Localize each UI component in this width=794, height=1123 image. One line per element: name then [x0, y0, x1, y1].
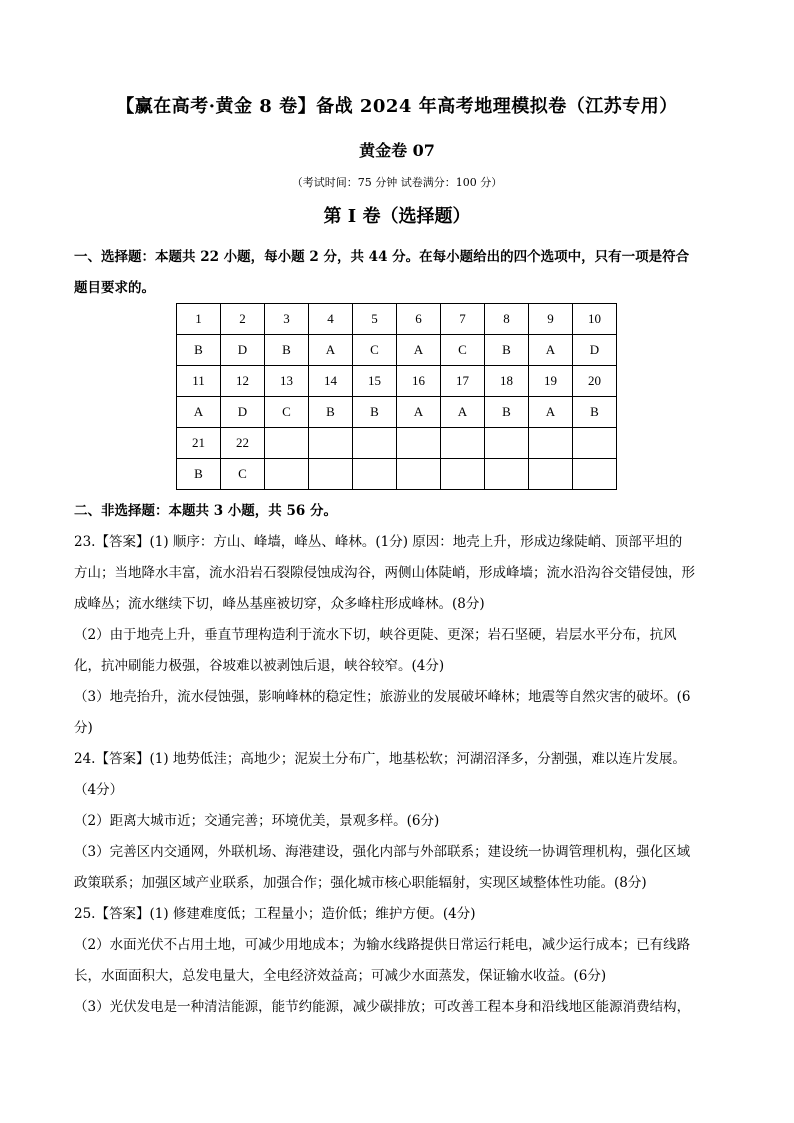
- answer-block-q24: [74, 744, 722, 899]
- section1-heading: [74, 242, 722, 304]
- q24-line3: （2）距离大城市近；交通完善；环境优美，景观多样。(6分): [74, 813, 440, 829]
- table-cell: 4: [309, 304, 353, 335]
- table-cell: 8: [485, 304, 529, 335]
- section1-line1: 一、选择题：本题共 22 小题，每小题 2 分，共 44 分。在每小题给出的四个选项中，只有一项是符合: [74, 249, 690, 265]
- table-cell: A: [397, 335, 441, 366]
- table-cell: C: [353, 335, 397, 366]
- table-cell: [441, 428, 485, 459]
- table-cell: B: [573, 397, 617, 428]
- table-cell: 3: [265, 304, 309, 335]
- answer-table: [176, 303, 617, 490]
- q23-line5: 化，抗冲刷能力极强，谷坡难以被剥蚀后退，峡谷较窄。(4分): [74, 658, 445, 674]
- table-cell: 17: [441, 366, 485, 397]
- table-cell: D: [573, 335, 617, 366]
- q23-line6: （3）地壳抬升，流水侵蚀强，影响峰林的稳定性；旅游业的发展破坏峰林；地震等自然灾害的破坏。(6: [74, 689, 691, 705]
- table-cell: 20: [573, 366, 617, 397]
- table-cell: C: [441, 335, 485, 366]
- q23-line4: （2）由于地壳上升，垂直节理构造利于流水下切，峡谷更陡、更深；岩石坚硬，岩层水平分布，抗风: [74, 627, 677, 643]
- table-row: [177, 459, 617, 490]
- q24-line4: （3）完善区内交通网，外联机场、海港建设，强化内部与外部联系；建设统一协调管理机构，强化区域: [74, 844, 691, 860]
- table-cell: 12: [221, 366, 265, 397]
- table-cell: [265, 459, 309, 490]
- table-cell: [265, 428, 309, 459]
- table-cell: B: [265, 335, 309, 366]
- table-cell: D: [221, 397, 265, 428]
- q23-line2: 方山；当地降水丰富，流水沿岩石裂隙侵蚀成沟谷，两侧山体陡峭，形成峰墙；流水沿沟谷交错侵蚀，形: [74, 565, 695, 581]
- table-cell: B: [309, 397, 353, 428]
- q25-line4: （3）光伏发电是一种清洁能源，能节约能源，减少碳排放；可改善工程本身和沿线地区能源消费结构，: [74, 999, 691, 1015]
- table-cell: B: [485, 397, 529, 428]
- section2-heading: 二、非选择题：本题共 3 小题，共 56 分。: [74, 503, 337, 519]
- table-cell: 13: [265, 366, 309, 397]
- table-cell: C: [265, 397, 309, 428]
- table-cell: A: [397, 397, 441, 428]
- table-cell: 22: [221, 428, 265, 459]
- table-cell: B: [177, 335, 221, 366]
- q23-line7: 分): [74, 720, 93, 736]
- table-cell: [441, 459, 485, 490]
- document-subtitle: 黄金卷 07: [359, 141, 435, 160]
- table-cell: A: [309, 335, 353, 366]
- table-cell: C: [221, 459, 265, 490]
- table-cell: [309, 428, 353, 459]
- q25-line2: （2）水面光伏不占用土地，可减少用地成本；为输水线路提供日常运行耗电，减少运行成本；已有线路: [74, 937, 691, 953]
- table-cell: [573, 459, 617, 490]
- answer-block-q25: [74, 899, 722, 1023]
- table-cell: [397, 459, 441, 490]
- table-cell: B: [177, 459, 221, 490]
- table-cell: A: [177, 397, 221, 428]
- table-cell: 14: [309, 366, 353, 397]
- table-cell: D: [221, 335, 265, 366]
- document-title: 【赢在高考·黄金 8 卷】备战 2024 年高考地理模拟卷（江苏专用）: [116, 96, 678, 117]
- table-cell: 15: [353, 366, 397, 397]
- table-cell: A: [529, 397, 573, 428]
- table-row: [177, 397, 617, 428]
- table-cell: [485, 428, 529, 459]
- q25-line1: 25.【答案】(1) 修建难度低；工程量小；造价低；维护方便。(4分): [74, 906, 476, 922]
- table-cell: [309, 459, 353, 490]
- table-cell: [529, 459, 573, 490]
- table-row: [177, 366, 617, 397]
- table-cell: 6: [397, 304, 441, 335]
- q24-line1: 24.【答案】(1) 地势低洼；高地少；泥炭土分布广，地基松软；河湖沼泽多，分割强，难以连片发展。: [74, 751, 686, 767]
- table-row: [177, 304, 617, 335]
- table-cell: 2: [221, 304, 265, 335]
- table-cell: 11: [177, 366, 221, 397]
- table-cell: B: [353, 397, 397, 428]
- table-cell: A: [441, 397, 485, 428]
- table-cell: [353, 428, 397, 459]
- table-cell: A: [529, 335, 573, 366]
- table-cell: [485, 459, 529, 490]
- table-cell: B: [485, 335, 529, 366]
- q23-line1: 23.【答案】(1) 顺序：方山、峰墙，峰丛、峰林。(1分) 原因：地壳上升，形成边缘陡峭、顶部平坦的: [74, 534, 683, 550]
- q24-line5: 政策联系；加强区域产业联系，加强合作；强化城市核心职能辐射，实现区域整体性功能。(8分): [74, 875, 647, 891]
- table-cell: 9: [529, 304, 573, 335]
- table-cell: 1: [177, 304, 221, 335]
- table-cell: 16: [397, 366, 441, 397]
- table-row: [177, 428, 617, 459]
- part-title: 第 I 卷（选择题）: [323, 206, 471, 227]
- table-cell: 21: [177, 428, 221, 459]
- table-row: [177, 335, 617, 366]
- q25-line3: 长，水面面积大，总发电量大，全电经济效益高；可减少水面蒸发，保证输水收益。(6分): [74, 968, 607, 984]
- q24-line2: （4分）: [74, 782, 124, 798]
- table-cell: 5: [353, 304, 397, 335]
- section1-line2: 题目要求的。: [74, 280, 155, 296]
- answer-block-q23: [74, 527, 722, 744]
- table-cell: 10: [573, 304, 617, 335]
- table-cell: [353, 459, 397, 490]
- exam-info: （考试时间：75 分钟 试卷满分：100 分）: [291, 176, 503, 189]
- table-cell: 18: [485, 366, 529, 397]
- table-cell: [397, 428, 441, 459]
- table-cell: [573, 428, 617, 459]
- q23-line3: 成峰丛；流水继续下切，峰丛基座被切穿，众多峰柱形成峰林。(8分): [74, 596, 485, 612]
- table-cell: [529, 428, 573, 459]
- table-cell: 19: [529, 366, 573, 397]
- table-cell: 7: [441, 304, 485, 335]
